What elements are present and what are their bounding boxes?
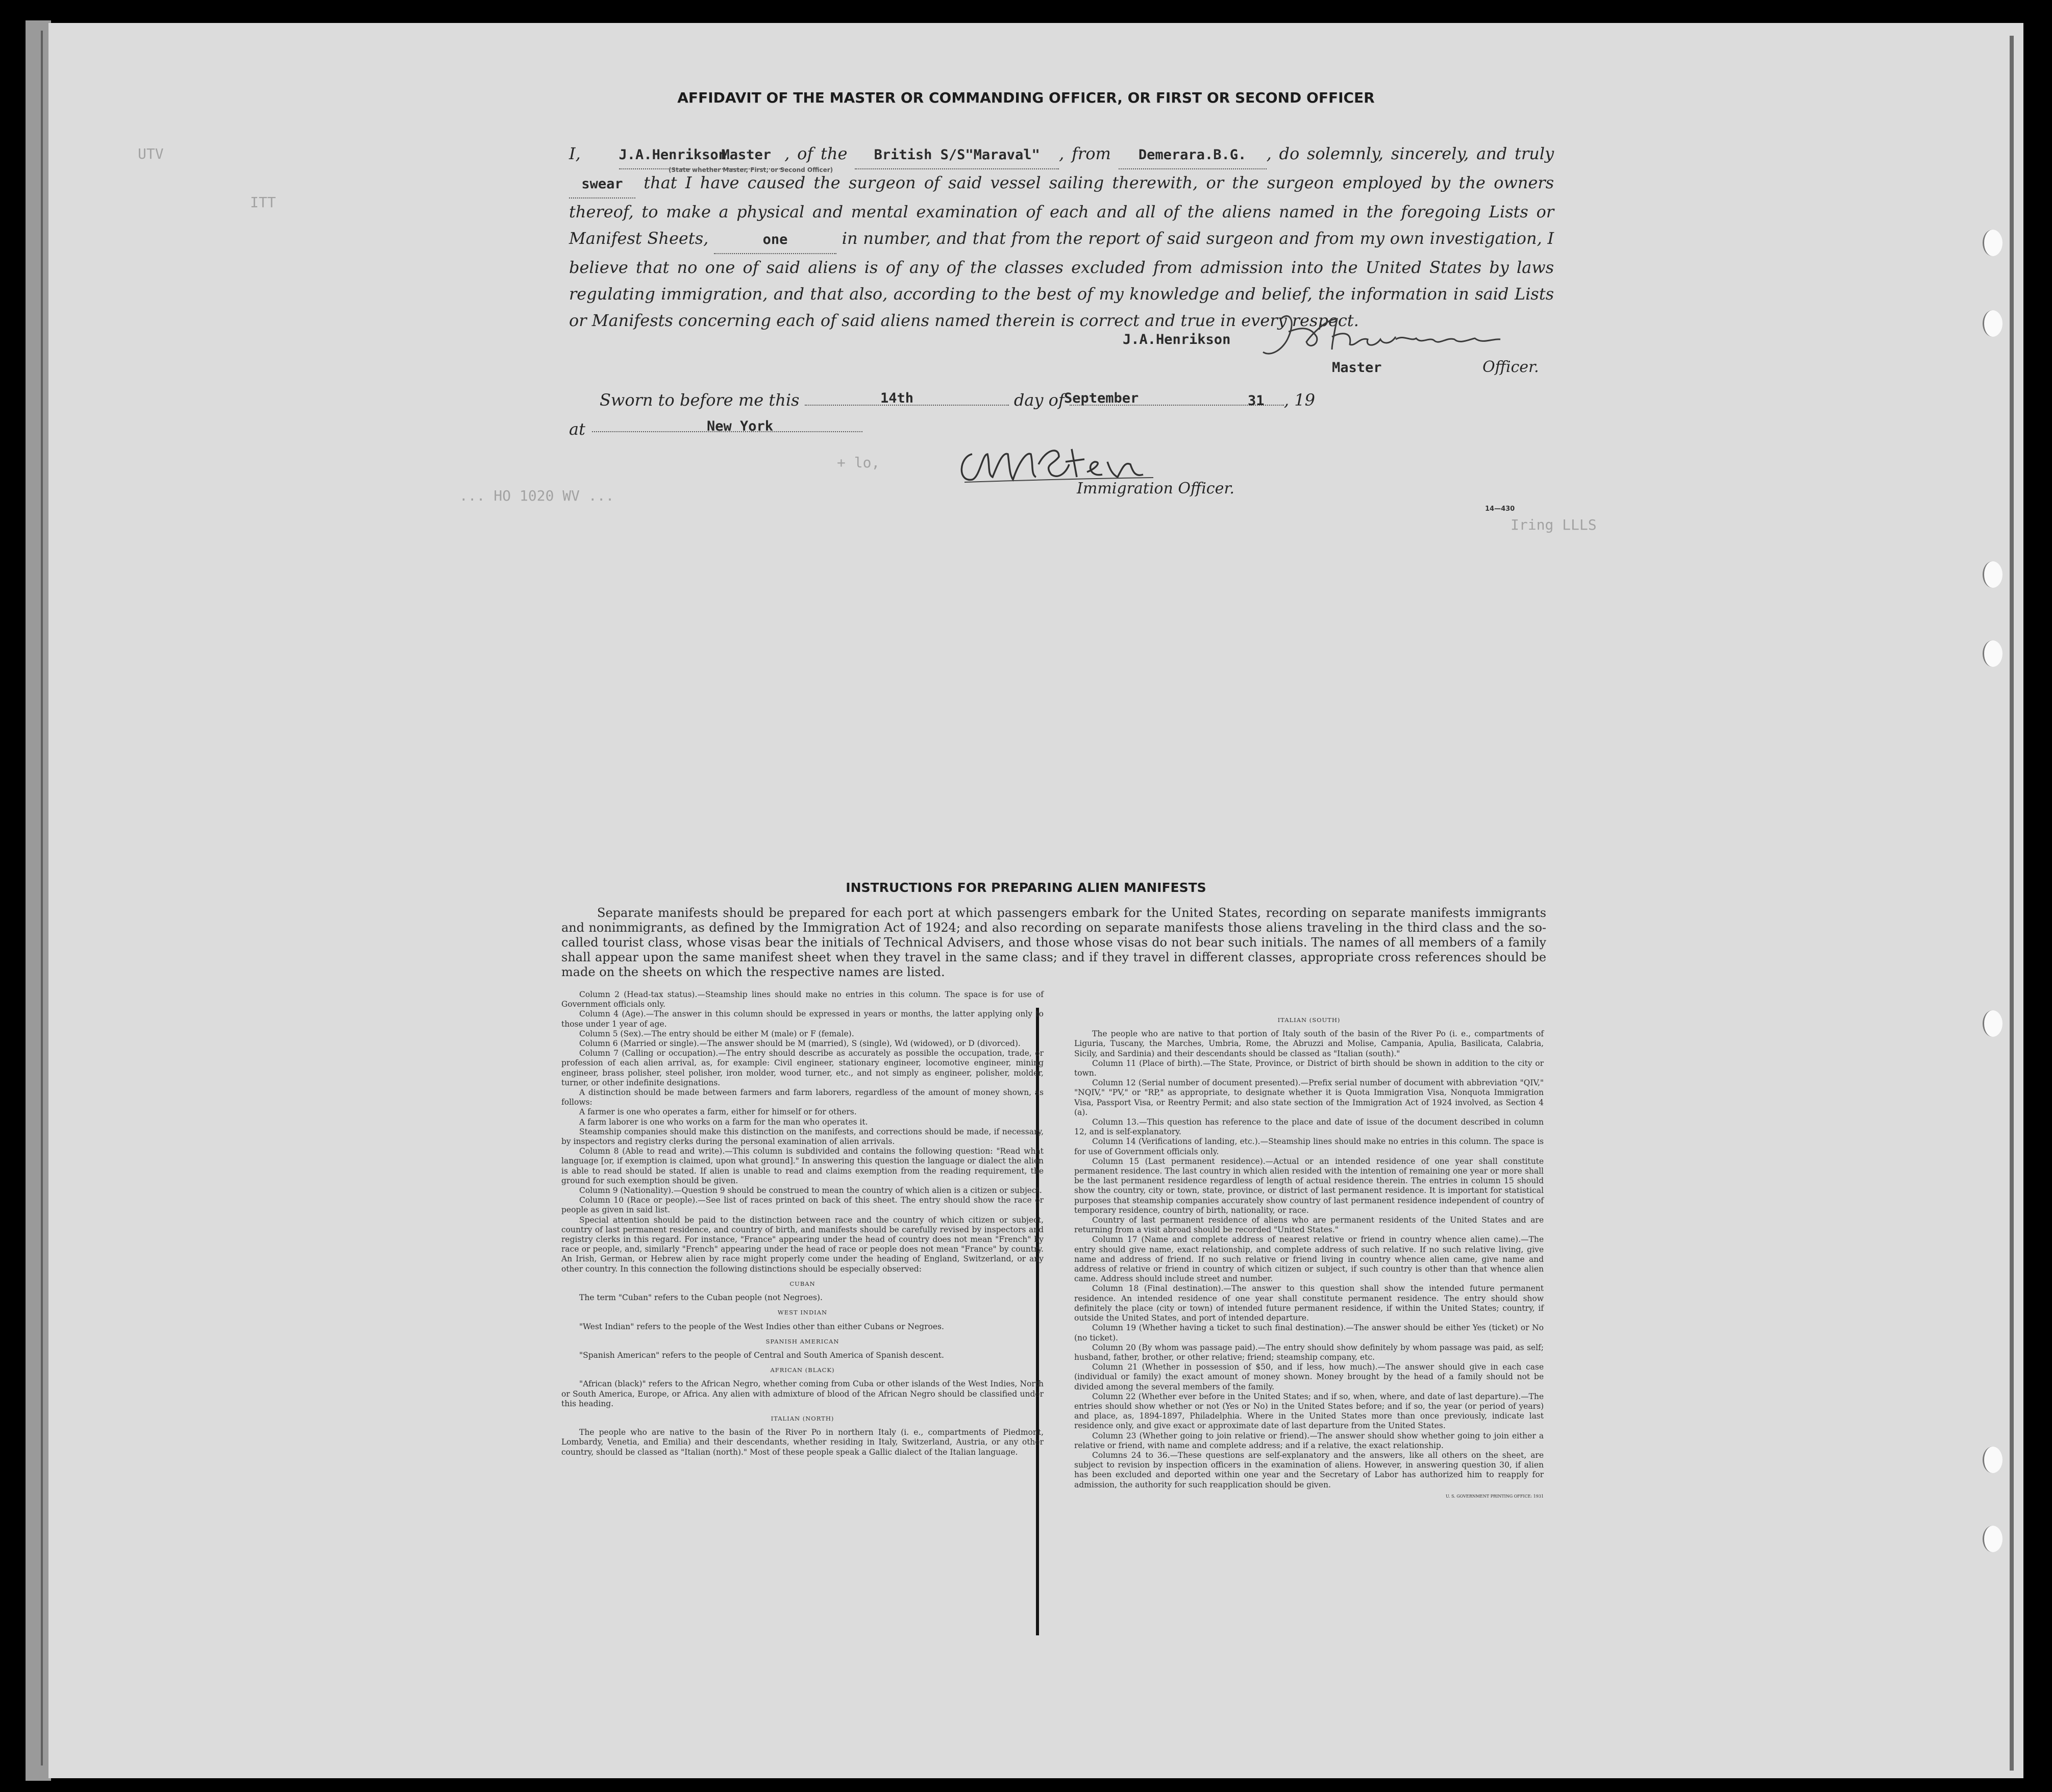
section-heading: ITALIAN (SOUTH) <box>1277 1016 1341 1024</box>
page-left-edge <box>26 20 51 1781</box>
instruction-paragraph: Column 8 (Able to read and write).—This column is subdivided and contains the following question: "Read what language [or, if exemption is claimed, upon what ground]." In answering this question the language or dialect the alien is able to read should be stated. If alien is unable to read and claims exemption from the reading requirement, the ground for such exemption should be given. <box>561 1147 1044 1185</box>
section-heading: CUBAN <box>789 1280 815 1287</box>
rank-note: (State whether Master, First, or Second Officer) <box>669 166 833 173</box>
section-heading: WEST INDIAN <box>777 1309 828 1316</box>
instruction-paragraph: Column 15 (Last permanent residence).—Actual or an intended residence of one year shall constitute permanent residence. The last country in which alien resided with the intention of remaining one year or more shall be the last permanent residence regardless of length of actual residence therein. The entries in column 15 should show the country, city or town, state, province, or district of last permanent residence. It is important for statistical purposes that steamship companies accurately show country of last permanent residence independent of country of temporary residence, country of birth, nationality, or race. <box>1074 1156 1544 1215</box>
section-heading: ITALIAN (NORTH) <box>771 1414 834 1422</box>
officer-label: Officer. <box>1482 358 1539 376</box>
printer-imprint: U. S. GOVERNMENT PRINTING OFFICE: 1931 <box>1445 1494 1544 1499</box>
faint-mark: ... HO 1020 WV ... <box>459 487 614 504</box>
instruction-paragraph: Column 21 (Whether in possession of $50, and if less, how much).—The answer should give in each case (individual or family) the exact amount of money shown. Money brought by the head of a family should not be divided among the several members of the family. <box>1074 1362 1544 1391</box>
instructions-right-column <box>1074 1015 1544 1501</box>
instruction-paragraph: Column 20 (By whom was passage paid).—The entry should show definitely by whom passage was paid, as self; husband, father, brother, or other relative; friend; steamship company, etc. <box>1074 1342 1544 1362</box>
vessel-field: British S/S"Maraval" <box>855 142 1059 169</box>
instruction-paragraph: Column 9 (Nationality).—Question 9 should be construed to mean the country of which alien is a citizen or subject. <box>579 1186 1042 1196</box>
instruction-paragraph: Column 19 (Whether having a ticket to such final destination).—The answer should be either Yes (ticket) or No (no ticket). <box>1074 1323 1544 1342</box>
instruction-paragraph: "Spanish American" refers to the people of Central and South America of Spanish descent. <box>579 1350 944 1360</box>
affidavit-word: , do <box>1266 144 1300 163</box>
instruction-paragraph: Column 4 (Age).—The answer in this column should be expressed in years or months, the latter applying only to those under 1 year of age. <box>561 1009 1044 1029</box>
affidavit-word: , from <box>1059 144 1111 163</box>
binder-hole <box>1983 1526 2002 1552</box>
binder-hole <box>1983 561 2002 588</box>
immigration-officer-label: Immigration Officer. <box>1077 480 1234 497</box>
sworn-line <box>600 389 1315 410</box>
affidavit-title: AFFIDAVIT OF THE MASTER OR COMMANDING OFFICER, OR FIRST OR SECOND OFFICER <box>677 89 1375 106</box>
instruction-paragraph: Column 2 (Head-tax status).—Steamship lines should make no entries in this column. The space is for use of Government officials only. <box>561 990 1044 1009</box>
instruction-paragraph: Column 5 (Sex).—The entry should be either M (male) or F (female). <box>579 1029 854 1038</box>
year-prefix: , 19 <box>1283 390 1315 410</box>
affidavit-text: in number, and that from the report of said surgeon and from my own investigation, I believe that no one of said aliens is of any of the classes excluded from admission into the United States by laws regulating immigration, and that also, according to the best of my knowledge and belief, the information in said Lists or Manifests concerning each of said aliens named therein is correct and true in every respect. <box>569 229 1554 330</box>
sworn-prefix: Sworn to before me this <box>600 390 800 410</box>
at-label: at <box>569 419 585 439</box>
binder-hole <box>1983 310 2002 337</box>
instruction-paragraph: Column 7 (Calling or occupation).—The entry should describe as accurately as possible the occupation, trade, or profession of each alien arrival, as, for example: Civil engineer, stationary engineer, locomotive engineer, mining engineer, brass polisher, steel polisher, iron molder, wood turner, etc., and not simply as engineer, polisher, molder, turner, or other indefinite designations. <box>561 1049 1044 1087</box>
affidavit-text: that I have caused the surgeon of said vessel sailing therewith, or the surgeon employed by the owners thereof, to make a physical and mental examination of each and all of the aliens named in the foregoing Lists or Manifest Sheets, <box>569 173 1554 248</box>
faint-mark: ITT <box>250 194 276 211</box>
page-right-edge <box>2010 36 2014 1771</box>
instruction-paragraph: Special attention should be paid to the distinction between race and the country of which citizen or subject, country of last permanent residence, and country of birth, and manifests should be carefully revised by inspectors and registry clerks in this regard. For instance, "France" appearing under the head of country does not mean "French" by race or people, and, similarly "French" appearing under the head of race or people does not mean "France" by country. An Irish, German, or Hebrew alien by race might properly come under the heading of England, Switzerland, or any other country. In this connection the following distinctions should be especially observed: <box>561 1215 1044 1274</box>
instruction-paragraph: Column 18 (Final destination).—The answer to this question shall show the intended future permanent residence. An intended residence of one year shall constitute permanent residence. The entry should show definitely the place (city or town) of intended future permanent residence, if within the United States; country, if outside the United States, and port of intended departure. <box>1074 1284 1544 1323</box>
instruction-paragraph: The people who are native to the basin of the River Po in northern Italy (i. e., compartments of Piedmont, Lombardy, Venetia, and Emilia) and their descendants, whether residing in Italy, Switzerland, Austria, or any other country, should be classed as "Italian (north)." Most of these people speak a Gallic dialect of the Italian language. <box>561 1428 1044 1457</box>
day-of-label: day of <box>1013 390 1065 410</box>
instruction-paragraph: Column 23 (Whether going to join relative or friend).—The answer should show whether going to join either a relative or friend, with name and complete address; and if a relative, the exact relationship. <box>1074 1431 1544 1450</box>
binder-hole <box>1983 1010 2002 1037</box>
instructions-title: INSTRUCTIONS FOR PREPARING ALIEN MANIFESTS <box>846 880 1206 895</box>
instruction-paragraph: A farmer is one who operates a farm, either for himself or for others. <box>579 1107 857 1117</box>
instruction-paragraph: Column 11 (Place of birth).—The State, Province, or District of birth should be shown in addition to the city or town. <box>1074 1058 1544 1078</box>
instruction-paragraph: Column 12 (Serial number of document presented).—Prefix serial number of document with abbreviation "QIV," "NQIV," "PV," or "RP," as appropriate, to designate whether it is Quota Immigration Visa, Nonquota Immigration Visa, Passport Visa, or Reentry Permit; and also state section of the Immigration Act of 1924 involved, as Section 4 (a). <box>1074 1078 1544 1117</box>
instruction-paragraph: Steamship companies should make this distinction on the manifests, and corrections should be made, if necessary, by inspectors and registry clerks during the personal examination of alien arrivals. <box>561 1127 1044 1147</box>
master-signature <box>1260 309 1516 365</box>
binder-hole <box>1983 1447 2002 1473</box>
officer-name-field: J.A.Henrikson <box>619 142 690 169</box>
instruction-paragraph: A distinction should be made between farmers and farm laborers, regardless of the amount of money shown, as follows: <box>561 1088 1044 1107</box>
instruction-paragraph: The people who are native to that portion of Italy south of the basin of the River Po (i. e., compartments of Liguria, Tuscany, the Marches, Umbria, Rome, the Abruzzi and Molise, Campania, Apulia, Basilicata, Calabria, Sicily, and Sardinia) and their descendants should be classed as "Italian (south)." <box>1074 1029 1544 1058</box>
instruction-paragraph: "African (black)" refers to the African Negro, whether coming from Cuba or other islands of the West Indies, North or South America, Europe, or Africa. Any alien with admixture of blood of the African Negro should be classified under this heading. <box>561 1379 1044 1408</box>
instruction-paragraph: Column 17 (Name and complete address of nearest relative or friend in country whence alien came).—The entry should give name, exact relationship, and complete address of such relative. If no such relative living, give name and address of friend. If no such relative or friend living in country whence alien came, give name and address of relative or friend in country of which citizen or subject, if such country is other than that whence alien came. Address should include street and number. <box>1074 1235 1544 1284</box>
sworn-day: 14th <box>880 390 914 406</box>
section-heading: AFRICAN (BLACK) <box>770 1366 835 1374</box>
binder-hole <box>1983 230 2002 256</box>
sworn-location: New York <box>707 418 774 434</box>
sworn-year: 31 <box>1248 393 1265 409</box>
instruction-paragraph: "West Indian" refers to the people of the West Indies other than either Cubans or Negroes. <box>579 1322 944 1331</box>
oath-field: swear <box>569 171 635 198</box>
signer-typed-name: J.A.Henrikson <box>1123 332 1231 347</box>
instruction-paragraph: A farm laborer is one who works on a farm for the man who operates it. <box>579 1117 868 1127</box>
affidavit-word: I, <box>569 144 581 163</box>
instruction-paragraph: Columns 24 to 36.—These questions are self-explanatory and the answers, like all others on the sheet, are subject to revision by inspection officers in the examination of aliens. However, in answering question 30, if alien has been excluded and deported within one year and the Secretary of Labor has authorized him to reapply for admission, the authority for such reapplication should be given. <box>1074 1450 1544 1489</box>
instruction-paragraph: Column 13.—This question has reference to the place and date of issue of the document described in column 12, and is self-explanatory. <box>1074 1117 1544 1137</box>
section-heading: SPANISH AMERICAN <box>765 1337 839 1345</box>
sworn-month: September <box>1064 390 1139 406</box>
faint-mark: + lo, <box>837 454 880 471</box>
instruction-paragraph: The term "Cuban" refers to the Cuban people (not Negroes). <box>579 1293 823 1303</box>
binder-hole <box>1983 640 2002 667</box>
instruction-paragraph: Column 14 (Verifications of landing, etc.).—Steamship lines should make no entries in this column. The space is for use of Government officials only. <box>1074 1137 1544 1156</box>
page-fold-line <box>41 31 43 1765</box>
faint-mark: Iring LLLS <box>1511 516 1597 533</box>
instructions-left-column <box>561 990 1044 1457</box>
sheets-count-field: one <box>714 227 836 254</box>
signer-rank: Master <box>1332 360 1382 376</box>
instruction-paragraph: Country of last permanent residence of aliens who are permanent residents of the United States and are returning from a visit abroad should be recorded "United States." <box>1074 1215 1544 1235</box>
affidavit-text: solemnly, sincerely, and truly <box>1306 144 1554 163</box>
instructions-intro: Separate manifests should be prepared for each port at which passengers embark for the United States, recording on separate manifests immigrants and nonimmigrants, as defined by the Immigration Act of 1924; and also recording on separate manifests those aliens traveling in the third class and the so-called tourist class, whose visas bear the initials of Technical Advisers, and those whose visas do not bear such initials. The names of all members of a family shall appear upon the same manifest sheet when they travel in the same class; and if they travel in different classes, appropriate cross references should be made on the sheets on which the respective names are listed. <box>561 906 1546 979</box>
officer-rank-field: Master <box>708 142 784 169</box>
faint-mark: UTV <box>138 145 164 162</box>
instruction-paragraph: Column 10 (Race or people).—See list of races printed on back of this sheet. The entry should show the race or people as given in said list. <box>561 1196 1044 1215</box>
form-number: 14—430 <box>1485 505 1515 513</box>
instruction-paragraph: Column 22 (Whether ever before in the United States; and if so, when, where, and date of last departure).—The entries should show whether or not (Yes or No) in the United States before; and if so, the year (or period of years) and place, as, 1894-1897, Philadelphia. Where in the United States more than once previously, indicate last residence only, and give exact or approximate date of last departure from the United States. <box>1074 1391 1544 1431</box>
port-from-field: Demerara.B.G. <box>1119 142 1267 169</box>
affidavit-word: , of the <box>784 144 848 163</box>
instruction-paragraph: Column 6 (Married or single).—The answer should be M (married), S (single), Wd (widowed), or D (divorced). <box>579 1039 1021 1049</box>
